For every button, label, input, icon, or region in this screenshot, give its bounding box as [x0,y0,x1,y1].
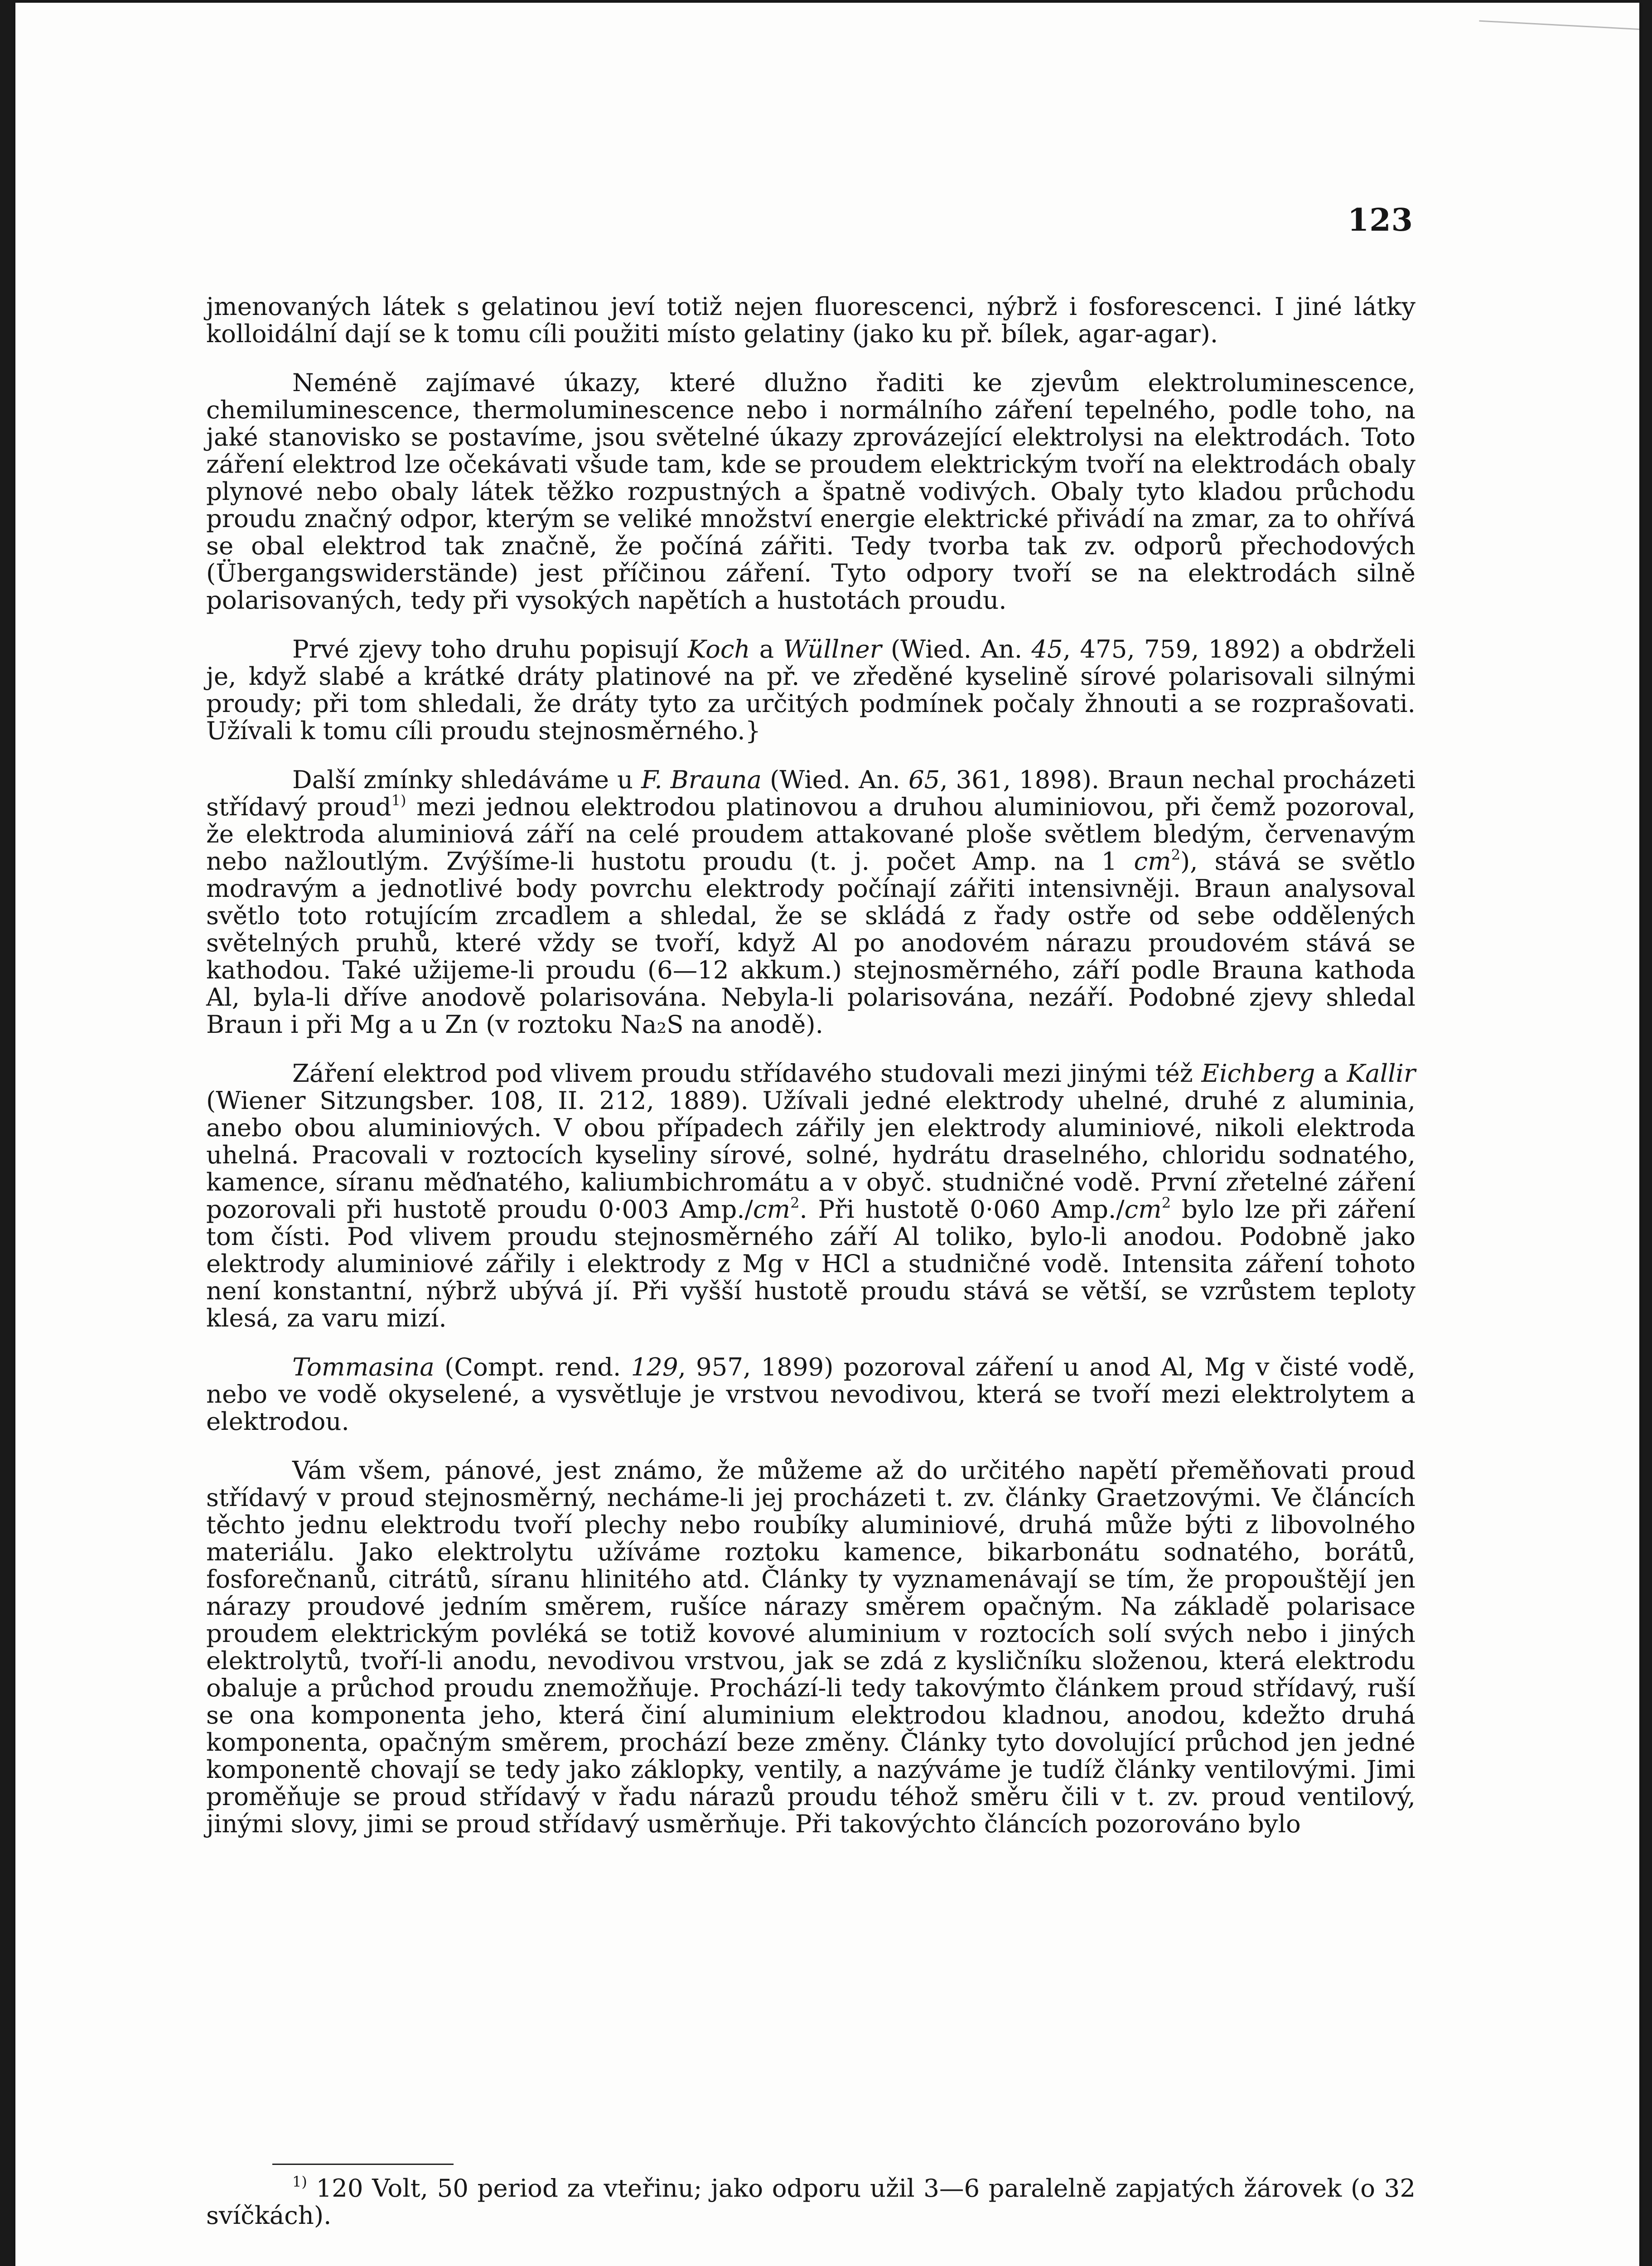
text-run: jmenovaných látek s gelatinou jeví totiž nejen fluorescenci, nýbrž i fosforescenci. I jiné látky kolloidální dají se k tomu cíli použiti místo gelatiny (jako ku př. bílek, agar-agar). [206,292,1415,348]
text-run: a [750,634,783,663]
paragraph [206,635,1415,744]
text-run: Prvé zjevy toho druhu popisují [292,634,688,663]
text-run: Neméně zajímavé úkazy, které dlužno řaditi ke zjevům elektroluminescence, chemiluminescence, thermoluminescence nebo i normálního záření tepelného, podle toho, na jaké stanovisko se postavíme, jsou světelné úkazy zprovázející elektrolysi na elektrodách. Toto záření elektrod lze očekávati všude tam, kde se proudem elektrickým tvoří na elektrodách obaly plynové nebo obaly látek těžko rozpustných a špatně vodivých. Obaly tyto kladou průchodu proudu značný odpor, kterým se veliké množství energie elektrické přivádí na zmar, za to ohřívá se obal elektrod tak značně, že počíná zářiti. Tedy tvorba tak zv. odporů přechodových (Übergangswiderstände) jest příčinou záření. Tyto odpory tvoří se na elektrodách silně polarisovaných, tedy při vysokých napětích a hustotách proudu. [206,368,1415,615]
superscript: 1) [391,792,406,809]
paragraph [206,293,1415,347]
paragraph [206,1060,1415,1332]
paragraph [206,766,1415,1038]
text-run: , 361, 1898). Braun nechal procházeti střídavý proud [206,765,1416,821]
italic-text: Koch [687,634,750,663]
footnote-marker: 1) [292,2173,307,2190]
text-run: bylo lze při záření tom čísti. Pod vlivem proudu stejnosměrného září Al toliko, bylo-li anodou. Podobně jako elektrody aluminiové zářily i elektrody z Mg v HCl a studničné vodě. Intensita záření tohoto není konstantní, nýbrž ubývá jí. Při vyšší hustotě proudu stává se větší, se vzrůstem teploty klesá, za varu mizí. [206,1195,1415,1332]
italic-text: 129 [631,1352,678,1381]
italic-text: 65 [908,765,940,794]
italic-text: Wüllner [783,634,882,663]
italic-text: Kallir [1347,1059,1416,1088]
italic-text: 45 [1031,634,1063,663]
italic-text: cm [753,1195,791,1224]
text-run: mezi jednou elektrodou platinovou a druhou aluminiovou, při čemž pozoroval, že elektroda aluminiová září na celé proudem attakované ploše světlem bledým, červenavým nebo nažloutlým. Zvýšíme-li hustotu proudu (t. j. počet Amp. na 1 [206,792,1416,876]
italic-text: cm [1134,847,1171,876]
text-run: , 475, 759, 1892) a obdrželi je, když slabé a krátké dráty platinové na př. ve zředěné kyselině sírové polarisovali silnými proudy; při tom shledali, že dráty tyto za určitých podmínek počaly žhnouti a se rozprašovati. Užívali k tomu cíli proudu stejnosměrného.} [206,634,1415,745]
page-number: 123 [1348,202,1413,238]
text-run: Vám všem, pánové, jest známo, že můžeme až do určitého napětí přeměňovati proud střídavý v proud stejnosměrný, necháme-li jej procházeti t. zv. články Graetzovými. Ve článcích těchto jednu elektrodu tvoří plechy nebo roubíky aluminiové, druhá může býti z libovolného materiálu. Jako elektrolytu užíváme roztoku kamence, bikarbonátu sodnatého, borátů, fosforečnanů, citrátů, síranu hlinitého atd. Články ty vyznamenávají se tím, že propouštějí jen nárazy proudové jedním směrem, rušíce nárazy směrem opačným. Na základě polarisace proudem elektrickým povléká se totiž kovové aluminium v roztocích solí svých nebo i jiných elektrolytů, tvoří-li anodu, nevodivou vrstvou, jak se zdá z kysličníku složenou, která elektrodu obaluje a průchod proudu znemožňuje. Prochází-li tedy takovýmto článkem proud střídavý, ruší se ona komponenta jeho, která činí aluminium elektrodou kladnou, anodou, kdežto druhá komponenta, opačným směrem, prochází beze změny. Články tyto dovolující průchod jen jedné komponentě chovají se tedy jako záklopky, ventily, a nazýváme je tudíž články ventilovými. Jimi proměňuje se proud střídavý v řadu nárazů proudu téhož směru čili v t. zv. proud ventilový, jinými slovy, jimi se proud střídavý usměrňuje. Při takovýchto článcích pozorováno bylo [206,1456,1415,1838]
footnote-separator [272,2164,454,2165]
text-run: ), stává se světlo modravým a jednotlivé body povrchu elektrody počínají zářiti intensivněji. Braun analysoval světlo toto rotujícím zrcadlem a shledal, že se skládá z řady ostře od sebe oddělených světelných pruhů, které vždy se tvoří, když Al po anodovém nárazu proudovém stává se kathodou. Také užijeme-li proudu (6—12 akkum.) stejnosměrného, září podle Brauna kathoda Al, byla-li dříve anodově polarisována. Nebyla-li polarisována, nezáří. Podobné zjevy shledal Braun i při Mg a u Zn (v roztoku Na₂S na anodě). [206,847,1415,1039]
italic-text: Eichberg [1201,1059,1315,1088]
body-text [206,293,1415,1837]
scan-edge-mark [1479,20,1639,35]
italic-text: Tommasina [292,1352,435,1381]
footnote [206,2174,1415,2229]
text-run: (Wied. An. [762,765,908,794]
text-run: Záření elektrod pod vlivem proudu střídavého studovali mezi jinými též [292,1059,1202,1088]
superscript: 2 [1171,846,1181,863]
book-page [15,3,1639,2266]
superscript: 2 [1161,1194,1171,1211]
paragraph [206,1353,1415,1435]
text-run: (Wied. An. [881,634,1032,663]
text-run: (Wiener Sitzungsber. 108, II. 212, 1889). Užívali jedné elektrody uhelné, druhé z aluminia, anebo obou aluminiových. V obou případech zářily jen elektrody aluminiové, nikoli elektroda uhelná. Pracovali v roztocích kyseliny sírové, solné, hydrátu draselného, chloridu sodnatého, kamence, síranu měďnatého, kaliumbichromátu a v obyč. studničné vodě. První zřetelné záření pozorovali při hustotě proudu 0·003 Amp./ [206,1086,1415,1224]
italic-text: F. Brauna [641,765,762,794]
superscript: 2 [790,1194,800,1211]
text-run: a [1315,1059,1347,1088]
footnote-text: 120 Volt, 50 period za vteřinu; jako odporu užil 3—6 paralelně zapjatých žárovek (o 32 svíčkách). [206,2174,1415,2230]
paragraph [206,1457,1415,1837]
text-run: . Při hustotě 0·060 Amp./ [799,1195,1125,1224]
text-run: , 957, 1899) pozoroval záření u anod Al, Mg v čisté vodě, nebo ve vodě okyselené, a vysvětluje je vrstvou nevodivou, která se tvoří mezi elektrolytem a elektrodou. [206,1352,1416,1436]
italic-text: cm [1124,1195,1162,1224]
text-run: Další zmínky shledáváme u [292,765,642,794]
text-run: (Compt. rend. [434,1352,631,1381]
paragraph [206,369,1415,614]
